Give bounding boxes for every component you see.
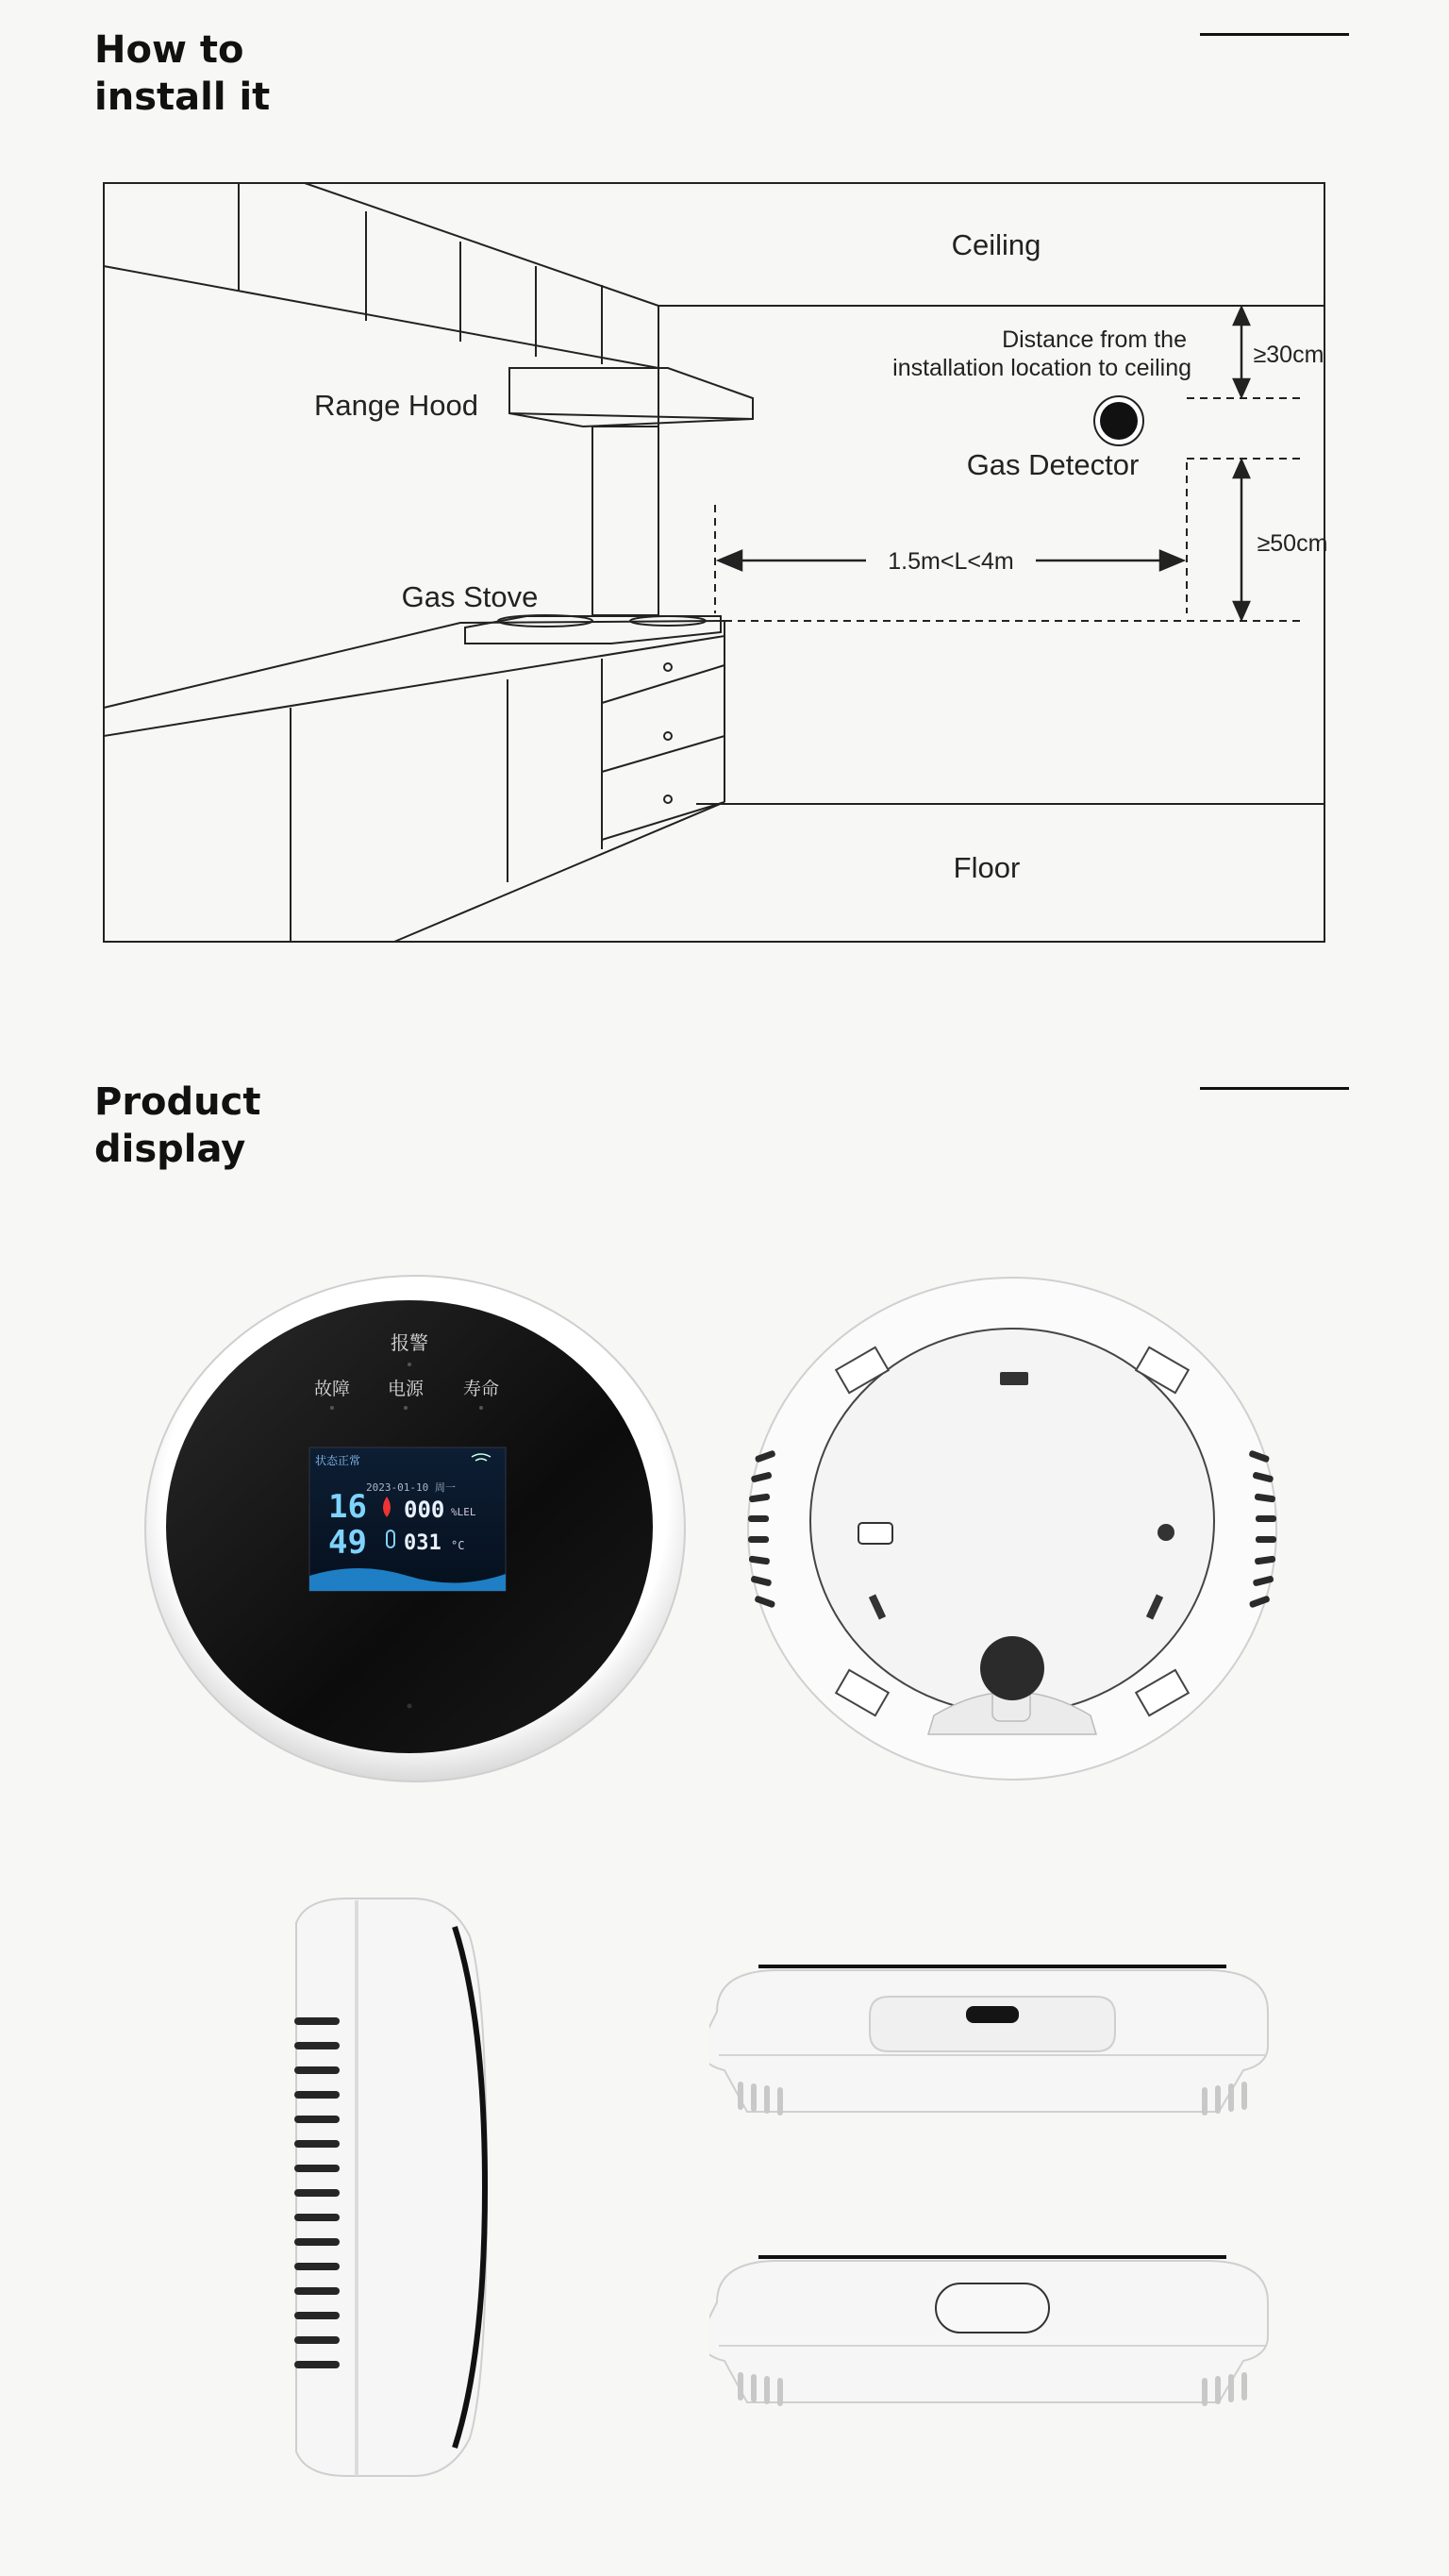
top-gap-label: ≥30cm (1253, 342, 1324, 368)
sensor-port (980, 1636, 1044, 1700)
life-indicator-label: 寿命 (462, 1380, 500, 1399)
screen-status: 状态正常 (315, 1454, 361, 1467)
gas-stove-label: Gas Stove (401, 580, 539, 613)
detector-front-view (140, 1272, 691, 1785)
power-indicator-label: 电源 (387, 1380, 425, 1399)
lcd-screen (309, 1447, 506, 1591)
detector-edge-view-button (709, 2250, 1275, 2427)
product-title-line2: display (94, 1128, 246, 1171)
detector-side-view (289, 1895, 492, 2482)
gas-detector-label: Gas Detector (966, 448, 1140, 481)
range-hood (509, 368, 753, 615)
counter (104, 621, 724, 942)
height-gap-label: ≥50cm (1257, 530, 1328, 557)
screen-temp-unit: °C (451, 1539, 465, 1552)
detector-edge-view-usb (709, 1959, 1275, 2136)
product-title-rule (1200, 1087, 1349, 1090)
distance-label-line1: Distance from the (1002, 326, 1187, 353)
range-hood-label: Range Hood (313, 389, 479, 422)
fault-indicator-label: 故障 (313, 1380, 351, 1399)
install-title-rule (1200, 33, 1349, 36)
usb-port-icon (966, 2006, 1019, 2023)
product-title-line1: Product (94, 1080, 261, 1124)
horizontal-distance-label: 1.5m<L<4m (888, 548, 1014, 575)
alarm-indicator-label: 报警 (391, 1333, 428, 1354)
screen-gas-unit: %LEL (451, 1506, 476, 1518)
installation-diagram (102, 179, 1328, 953)
screen-date: 2023-01-10 周一 (366, 1481, 456, 1494)
wall-cabinets (104, 183, 658, 368)
distance-label-line2: installation location to ceiling (892, 355, 1191, 381)
screen-time-bottom: 49 (328, 1524, 367, 1562)
install-title-line1: How to (94, 28, 244, 72)
side-vent-slots (294, 2017, 340, 2368)
screen-gas-value: 000 (404, 1497, 445, 1523)
test-button (936, 2283, 1049, 2333)
floor-label: Floor (953, 851, 1021, 884)
screen-time-top: 16 (328, 1488, 367, 1526)
detector-back-view (745, 1274, 1279, 1783)
product-section-title (94, 1079, 260, 1173)
gas-stove (465, 615, 721, 644)
install-section-title (94, 26, 270, 121)
screen-temp-value: 031 (404, 1531, 441, 1555)
ceiling-label: Ceiling (951, 228, 1041, 261)
install-title-line2: install it (94, 75, 271, 119)
